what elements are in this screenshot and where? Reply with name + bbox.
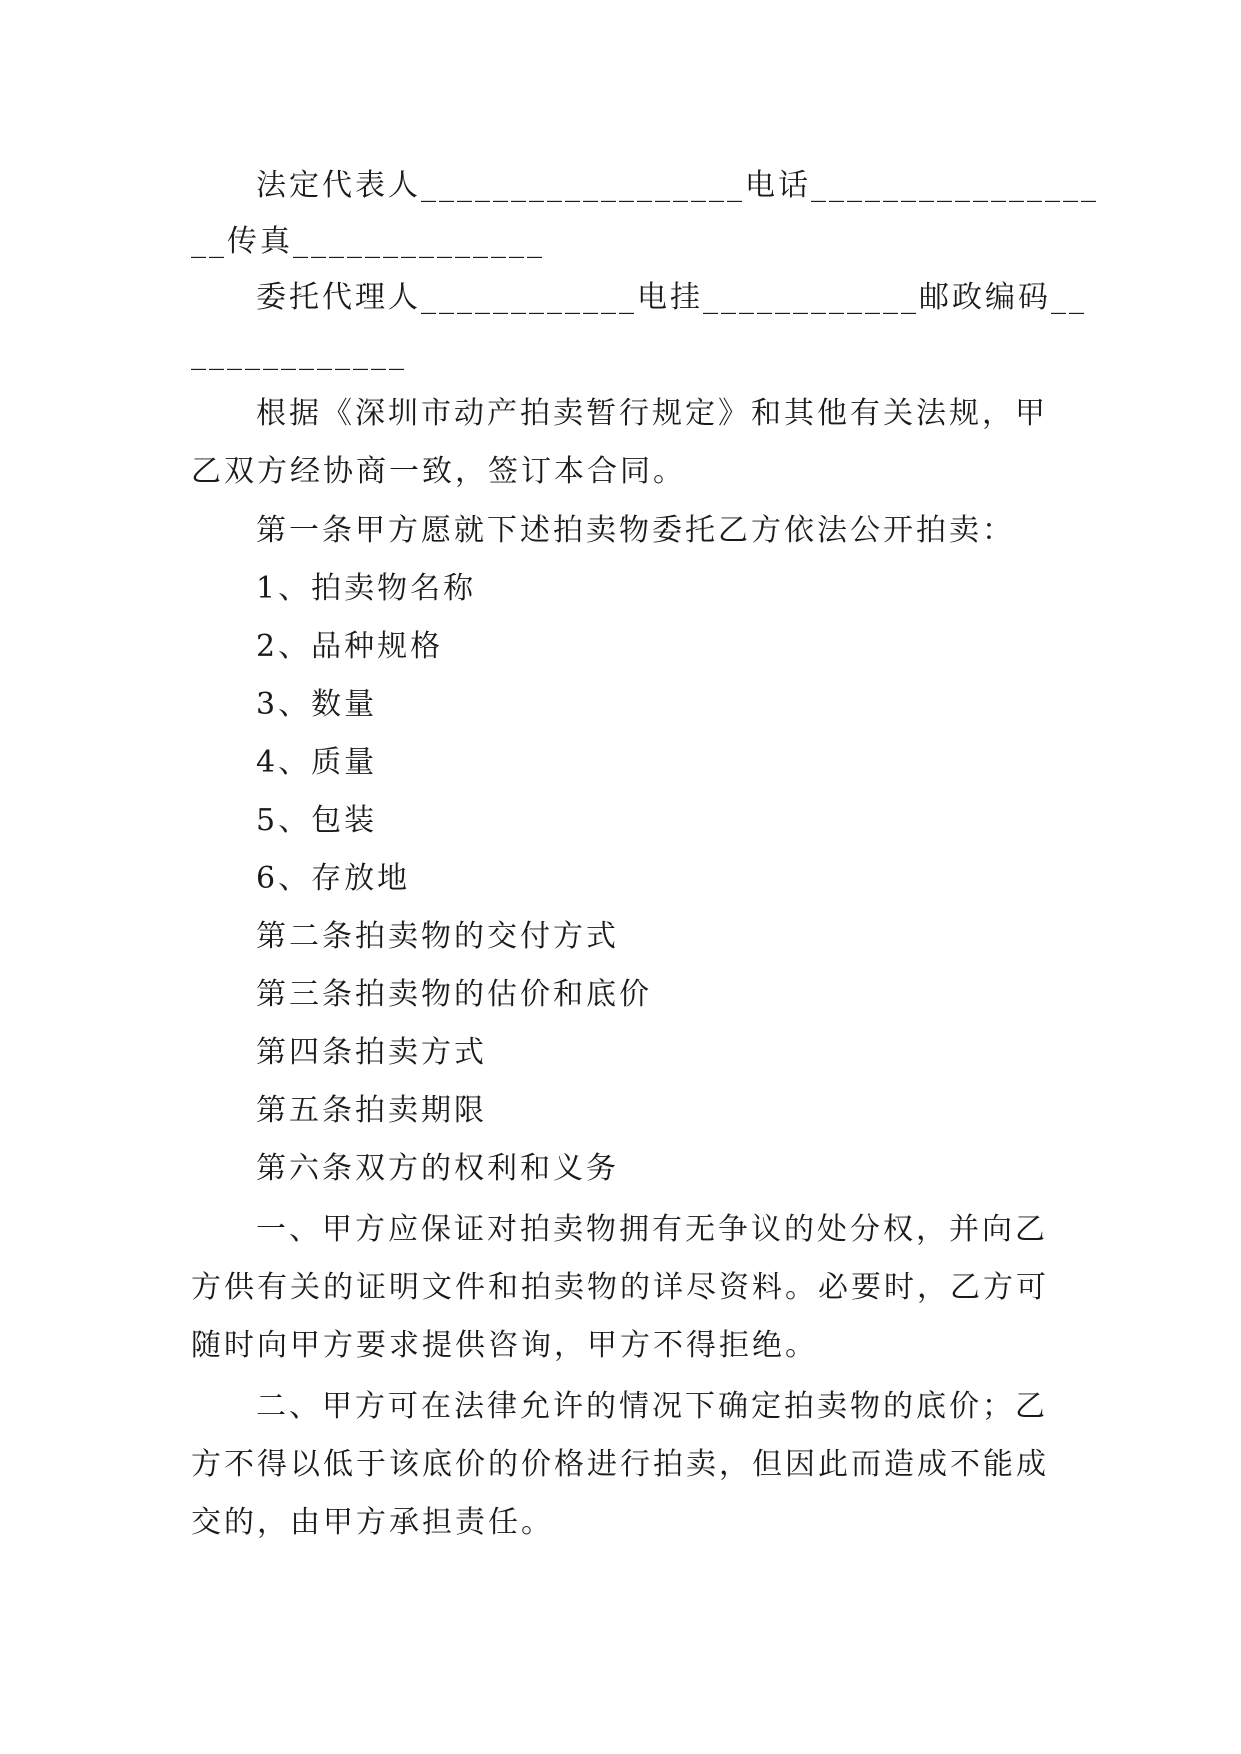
legal-representative-line: 法定代表人__________________电话________________ [256, 168, 1099, 203]
list-item-4: 4、质量 [256, 745, 378, 780]
article-4-heading: 第四条拍卖方式 [256, 1035, 487, 1070]
article-6-heading: 第六条双方的权利和义务 [256, 1151, 619, 1186]
article-5-heading: 第五条拍卖期限 [256, 1093, 487, 1128]
list-item-6: 6、存放地 [256, 861, 411, 896]
clause-2-line-3: 交的，由甲方承担责任。 [191, 1505, 554, 1540]
clause-2-line-1: 二、甲方可在法律允许的情况下确定拍卖物的底价；乙 [256, 1389, 1048, 1424]
list-item-3: 3、数量 [256, 687, 378, 722]
preamble-line-2: 乙双方经协商一致，签订本合同。 [191, 454, 686, 489]
clause-2-line-2: 方不得以低于该底价的价格进行拍卖，但因此而造成不能成 [191, 1447, 1049, 1482]
list-item-1: 1、拍卖物名称 [256, 571, 477, 606]
article-1-heading: 第一条甲方愿就下述拍卖物委托乙方依法公开拍卖： [256, 513, 1015, 548]
clause-1-line-1: 一、甲方应保证对拍卖物拥有无争议的处分权，并向乙 [256, 1212, 1048, 1247]
clause-1-line-2: 方供有关的证明文件和拍卖物的详尽资料。必要时，乙方可 [191, 1270, 1049, 1305]
preamble-line-1: 根据《深圳市动产拍卖暂行规定》和其他有关法规，甲 [256, 396, 1048, 431]
agent-line: 委托代理人____________电挂____________邮政编码__ [256, 280, 1087, 315]
fax-line: __传真______________ [191, 224, 545, 259]
list-item-2: 2、品种规格 [256, 629, 444, 664]
clause-1-line-3: 随时向甲方要求提供咨询，甲方不得拒绝。 [191, 1328, 818, 1363]
postcode-blank-line: ____________ [191, 336, 407, 371]
list-item-5: 5、包装 [256, 803, 378, 838]
article-3-heading: 第三条拍卖物的估价和底价 [256, 977, 652, 1012]
article-2-heading: 第二条拍卖物的交付方式 [256, 919, 619, 954]
